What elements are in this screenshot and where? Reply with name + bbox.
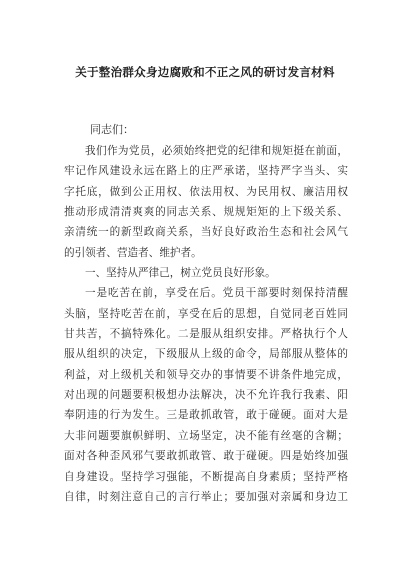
paragraph-line: 自律，时刻注意自己的言行举止；要加强对亲属和身边工	[64, 490, 348, 503]
paragraph-line: 推动形成清清爽爽的同志关系、规规矩矩的上下级关系、	[64, 206, 348, 219]
paragraph-line: 我们作为党员，必须始终把党的纪律和规矩挺在前面，	[85, 145, 348, 157]
paragraph-line: 牢记作风建设永远在路上的庄严承诺，坚持严字当头、实	[64, 165, 348, 178]
paragraph-line: 头脑，坚持吃苦在前，享受在后的思想，自觉同老百姓同	[64, 307, 348, 320]
paragraph-line: 利益，对上级机关和领导交办的事情要不讲条件地完成，	[64, 368, 348, 381]
paragraph-line: 的引领者、营造者、维护者。	[64, 246, 202, 259]
paragraph-line: 甘共苦，不搞特殊化。二是服从组织安排。严格执行个人	[64, 328, 348, 341]
paragraph-line: 服从组织的决定，下级服从上级的命令，局部服从整体的	[64, 348, 348, 361]
paragraph-line: 面对各种歪风邪气要敢抓敢管、敢于碰硬。四是始终加强	[64, 450, 348, 463]
section-heading: 一、坚持从严律己，树立党员良好形象。	[85, 267, 276, 280]
paragraph-line: 对出现的问题要积极想办法解决，决不允许我行我素、阳	[64, 389, 348, 402]
paragraph-line: 自身建设。坚持学习强能，不断提高自身素质；坚持严格	[64, 470, 348, 483]
document-title: 关于整治群众身边腐败和不正之风的研讨发言材料	[75, 65, 335, 79]
paragraph-line: 字托底，做到公正用权、依法用权、为民用权、廉洁用权	[64, 185, 348, 198]
paragraph-line: 奉阴违的行为发生。三是敢抓敢管，敢于碰硬。面对大是	[64, 409, 348, 422]
salutation: 同志们：	[90, 123, 134, 136]
paragraph-line: 大非问题要旗帜鲜明、立场坚定，决不能有丝毫的含糊；	[64, 429, 348, 442]
document-body	[64, 141, 348, 507]
paragraph-line: 一是吃苦在前，享受在后。党员干部要时刻保持清醒	[85, 287, 348, 300]
paragraph-line: 亲清统一的新型政商关系，当好良好政治生态和社会风气	[64, 226, 348, 239]
